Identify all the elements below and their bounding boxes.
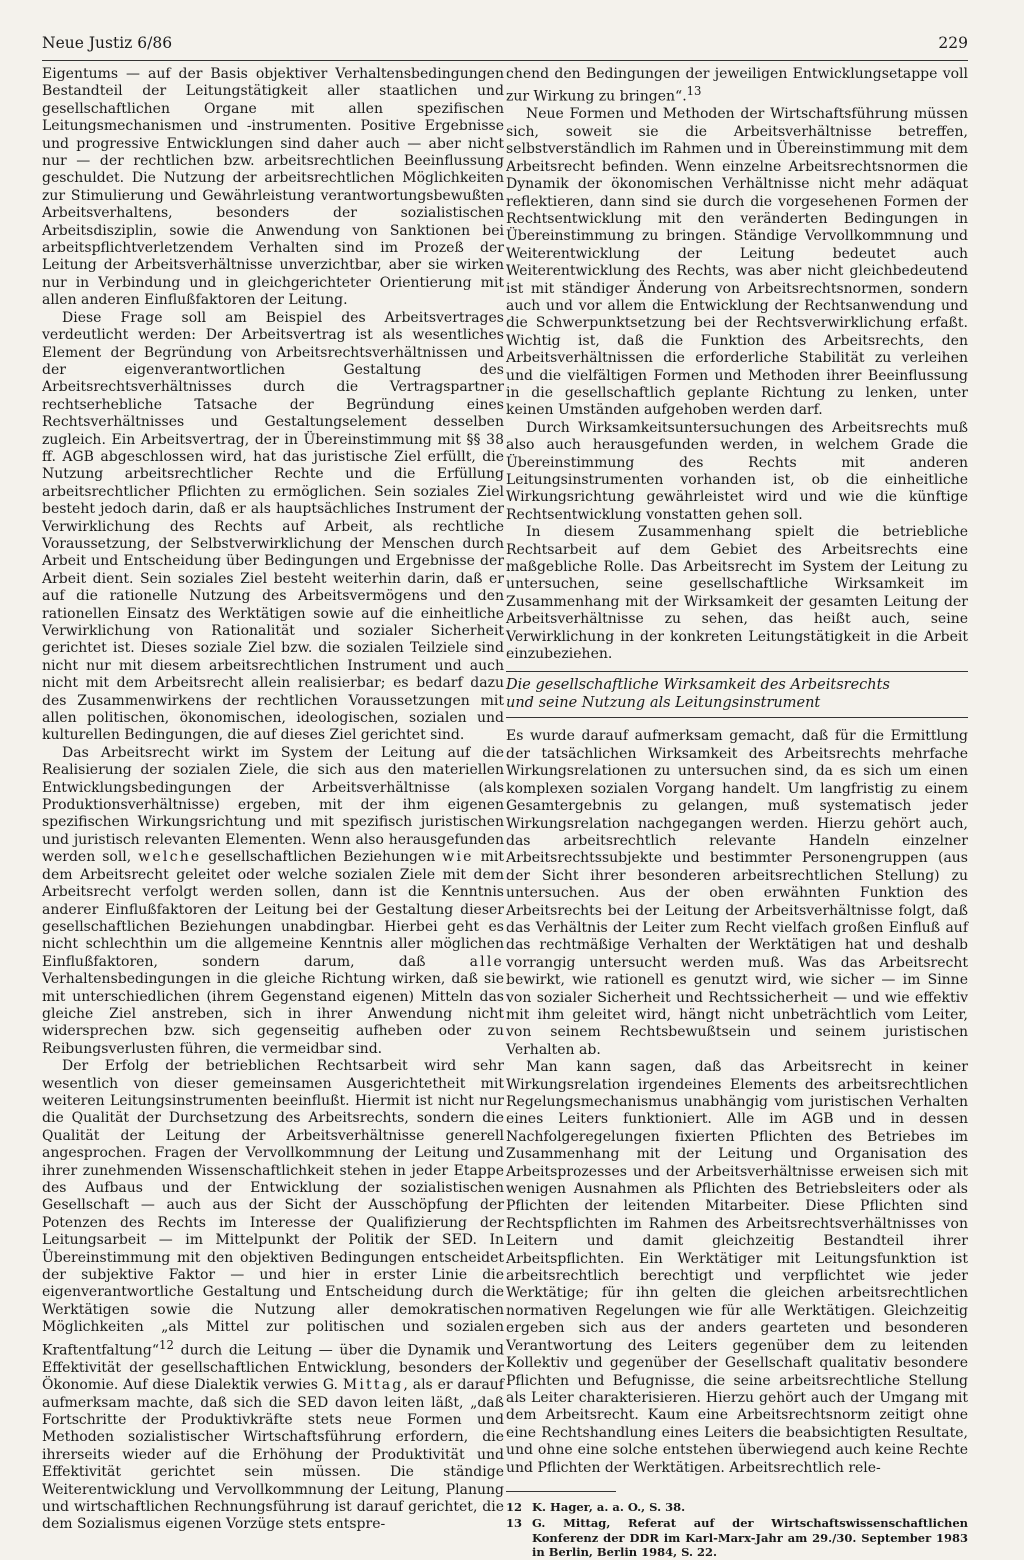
paragraph	[42, 745, 504, 1058]
text-run: durch die Leitung — über die Dynamik und Effektivität der gesellschaftlichen Entwicklung, besonders der Ökonomie. Auf diese Dialektik verwies G.	[42, 1342, 505, 1394]
text-run: chend den Bedingungen der jeweiligen Entwicklungsetappe voll zur Wirkung zu bringen“.	[506, 66, 968, 106]
paragraph: In diesem Zusammenhang spielt die betriebliche Rechtsarbeit auf dem Gebiet des Arbeitsrechts eine maßgebliche Rolle. Das Arbeitsrecht im System der Leitung zu untersuchen, seine gesellschaftliche Wirksamkeit im Zusammenhang mit der Wirksamkeit der gesamten Leitung der Arbeitsverhältnisse zu sehen, das heißt auch, seine Verwirklichung in der konkreten Leitungstätigkeit in die Arbeit einzubeziehen.	[506, 524, 968, 663]
journal-title: Neue Justiz 6/86	[42, 34, 173, 52]
footnote-number: 12	[506, 1499, 523, 1514]
paragraph	[506, 66, 968, 106]
left-column	[42, 66, 505, 1533]
paragraph	[42, 1058, 504, 1534]
text-run: mit dem Arbeitsrecht geleitet oder welche sozialen Ziele mit dem Arbeitsrecht verfolgt werden sollen, dann ist die Kenntnis anderer Einflußfaktoren der Leitung bei der Gestaltung dieser gesellschaftlichen Beziehungen unabdingbar. Hierbei geht es nicht schlechthin um die allgemeine Kenntnis aller möglichen Einflußfaktoren, sondern darum, daß	[42, 849, 505, 970]
paragraph: Neue Formen und Methoden der Wirtschaftsführung müssen sich, soweit sie die Arbeitsverhältnisse betreffen, selbstverständlich im Rahmen und in Übereinstimmung mit dem Arbeitsrecht befinden. Wenn einzelne Arbeitsrechtsnormen die Dynamik der ökonomischen Verhältnisse nicht mehr adäquat reflektieren, dann sind sie durch die vorgesehenen Formen der Rechtsentwicklung mit den veränderten Bedingungen in Übereinstimmung zu bringen. Ständige Vervollkommnung und Weiterentwicklung der Leitung bedeutet auch Weiterentwicklung des Rechts, was aber nicht gleichbedeutend ist mit ständiger Änderung von Arbeitsrechtsnormen, sondern auch und vor allem die Entwicklung der Rechtsanwendung und die Schwerpunktsetzung bei der Rechtsverwirklichung erfaßt. Wichtig ist, daß die Funktion des Arbeitsrechts, den Arbeitsverhältnissen die erforderliche Stabilität zu verleihen und die vielfältigen Formen und Methoden ihrer Beeinflussung in die gesellschaftlich geplante Richtung zu lenken, unter keinen Umständen aufgehoben werden darf.	[506, 106, 968, 419]
text-run: gesellschaftlichen Beziehungen	[208, 849, 436, 866]
footnote-text: G. Mittag, Referat auf der Wirtschaftswissenschaftlichen Konferenz der DDR im Karl-Marx-Jahr am 29./30. September 1983 in Berlin, Berlin 1984, S. 22.	[532, 1516, 968, 1560]
footnote	[506, 1500, 968, 1515]
footnote-text: K. Hager, a. a. O., S. 38.	[532, 1499, 686, 1514]
footnote	[506, 1516, 968, 1560]
footnote-number: 13	[506, 1516, 523, 1531]
running-header	[42, 34, 968, 56]
emphasis-spaced: wie	[442, 849, 474, 866]
paragraph: Durch Wirksamkeitsuntersuchungen des Arbeitsrechts muß also auch herausgefunden werden, in welchem Grade die Übereinstimmung des Rechts mit anderen Leitungsinstrumenten vorhanden ist, ob die einheitliche Wirkungsrichtung gewährleistet wird und wie die künftige Rechtsentwicklung vonstatten gehen soll.	[506, 419, 968, 523]
emphasis-spaced: alle	[469, 953, 504, 970]
text-run: Das Arbeitsrecht wirkt im System der Leitung auf die Realisierung der sozialen Ziele, die sich aus den materiellen Entwicklungsbedingungen der Arbeitsverhältnisse (als Produktionsverhältnisse) ergeben, mit der ihm eigenen spezifischen Wirkungsrichtung und mit spezifisch juristischen und juristisch relevanten Elementen. Wenn also herausgefunden werden soll,	[42, 744, 504, 866]
page-number: 229	[938, 34, 968, 52]
footnote-rule	[506, 1491, 616, 1492]
emphasis-spaced: welche	[138, 849, 202, 866]
text-run: , als er darauf aufmerksam machte, daß sich die SED davon leiten läßt, „daß Fortschritte der Produktivkräfte stets neue Formen und Methoden sozialistischer Wirtschaftsführung erfordern, die ihrerseits wieder auf die Erhöhung der Produktivität und Effektivität gerichtet sein müssen. Die ständige Weiterentwicklung und Vervollkommnung der Leitung, Planung und wirtschaftlichen Rechnungsführung ist darauf gerichtet, die dem Sozialismus eigenen Vorzüge stets entspre-	[42, 1377, 504, 1533]
paragraph: Es wurde darauf aufmerksam gemacht, daß für die Ermittlung der tatsächlichen Wirksamkeit des Arbeitsrechts mehrfache Wirkungsrelationen zu untersuchen sind, da es sich um einen komplexen sozialen Vorgang handelt. Um langfristig zu einem Gesamtergebnis zu gelangen, muß systematisch jeder Wirkungsrelation nachgegangen werden. Hierzu gehört auch, das arbeitsrechtlich relevante Handeln einzelner Arbeitsrechtssubjekte und bestimmter Personengruppen (aus der Sicht ihrer besonderen arbeitsrechtlichen Stellung) zu untersuchen. Aus der oben erwähnten Funktion des Arbeitsrechts bei der Leitung der Arbeitsverhältnisse folgt, daß das Verhältnis der Leiter zum Recht vielfach großen Einfluß auf das rechtmäßige Verhalten der Werktätigen hat und deshalb vorrangig untersucht werden muß. Was das Arbeitsrecht bewirkt, wie rationell es genutzt wird, wie sicher — im Sinne von sozialer Sicherheit und Rechtssicherheit — und wie effektiv mit ihm geleitet wird, hängt nicht unbeträchtlich vom Leiter, von seinem Rechtsbewußtsein und seinem juristischen Verhalten ab.	[506, 728, 968, 1058]
text-run: Verhaltensbedingungen in die gleiche Richtung wirken, daß sie mit unterschiedlichen (ihrem Gegenstand eigenen) Mitteln das gleiche Ziel anstreben, sich in ihrer Anwendung nicht widersprechen bzw. sich gegenseitig aufheben oder zu Reibungsverlusten führen, die vermeidbar sind.	[42, 971, 504, 1057]
footnote-ref[interactable]: 12	[159, 1337, 174, 1352]
emphasis-spaced: Mittag	[342, 1377, 404, 1394]
paragraph: Diese Frage soll am Beispiel des Arbeitsvertrages verdeutlicht werden: Der Arbeitsvertrag ist als wesentliches Element der Begründung von Arbeitsrechtsverhältnissen und der eigenverantwortlichen Gestaltung des Arbeitsrechtsverhältnisses durch die Vertragspartner rechtserhebliche Tatsache der Begründung eines Rechtsverhältnisses und Gestaltungselement desselben zugleich. Ein Arbeitsvertrag, der in Übereinstimmung mit §§ 38 ff. AGB abgeschlossen wird, hat das juristische Ziel erfüllt, die Nutzung arbeitsrechtlicher Rechte und die Erfüllung arbeitsrechtlicher Pflichten zu ermöglichen. Sein soziales Ziel besteht jedoch darin, daß er als hauptsächliches Instrument der Verwirklichung des Rechts auf Arbeit, als rechtliche Voraussetzung, der Selbstverwirklichung der Menschen durch Arbeit und Entscheidung über Bedingungen und Ergebnisse der Arbeit dient. Sein soziales Ziel besteht weiterhin darin, daß er auf die rationelle Nutzung des Arbeitsvermögens und den rationellen Einsatz des Werktätigen sowie auf die einheitliche Verwirklichung von Rationalität und sozialer Sicherheit gerichtet ist. Dieses soziale Ziel bzw. die sozialen Teilziele sind nicht nur mit diesem arbeitsrechtlichen Instrument und auch nicht mit dem Arbeitsrecht allein realisierbar; es bedarf dazu des Zusammenwirkens der rechtlichen Voraussetzungen mit allen politischen, ökonomischen, ideologischen, sozialen und kulturellen Bedingungen, die auf dieses Ziel gerichtet sind.	[42, 309, 504, 744]
section-heading-line: Die gesellschaftliche Wirksamkeit des Arbeitsrechts	[506, 677, 890, 694]
right-column	[506, 66, 968, 1560]
section-heading	[506, 671, 968, 718]
text-run: Der Erfolg der betrieblichen Rechtsarbeit wird sehr wesentlich von dieser gemeinsamen Ausgerichtetheit mit weiteren Leitungsinstrumenten beeinflußt. Hiermit ist nicht nur die Qualität der Durchsetzung des Arbeitsrechts, sondern die Qualität der Leitung der Arbeitsverhältnisse generell angesprochen. Fragen der Vervollkommnung der Leitung und ihrer zunehmenden Wissenschaftlichkeit stehen in jeder Etappe des Aufbaus und der Entwicklung der sozialistischen Gesellschaft — auch aus der Sicht der Ausschöpfung der Potenzen des Rechts im Interesse der Qualifizierung der Leitungsarbeit — im Mittelpunkt der Politik der SED. In Übereinstimmung mit den objektiven Bedingungen entscheidet der subjektive Faktor — und hier in erster Linie die eigenverantwortliche Gestaltung und Entscheidung durch die Werktätigen sowie die Nutzung aller demokratischen Möglichkeiten „als Mittel zur politischen und sozialen Kraftentfaltung“	[42, 1058, 504, 1359]
section-heading-line: und seine Nutzung als Leitungsinstrument	[506, 695, 821, 712]
header-rule	[42, 60, 968, 61]
paragraph: Man kann sagen, daß das Arbeitsrecht in keiner Wirkungsrelation irgendeines Elements des arbeitsrechtlichen Regelungsmechanismus unabhängig vom juristischen Verhalten eines Leiters funktioniert. Alle im AGB und in dessen Nachfolgeregelungen fixierten Pflichten des Betriebes im Zusammenhang mit der Leitung und Organisation des Arbeitsprozesses und der Arbeitsverhältnisse erweisen sich mit wenigen Ausnahmen als Pflichten des Betriebsleiters oder als Pflichten der leitenden Mitarbeiter. Diese Pflichten sind Rechtspflichten im Rahmen des Arbeitsrechtsverhältnisses von Leitern und damit gleichzeitig Bestandteil ihrer Arbeitspflichten. Ein Werktätiger mit Leitungsfunktion ist arbeitsrechtlich berechtigt und verpflichtet wie jeder Werktätige; für ihn gelten die gleichen arbeitsrechtlichen normativen Regelungen wie für alle Werktätigen. Gleichzeitig ergeben sich aus der anders gearteten und besonderen Verantwortung des Leiters gegenüber dem zu leitenden Kollektiv und gegenüber der Gesellschaft qualitativ besondere Pflichten und Befugnisse, die seine arbeitsrechtliche Stellung als Leiter charakterisieren. Hierzu gehört auch der Umgang mit dem Arbeitsrecht. Kaum eine Arbeitsrechtsnorm zeitigt ohne eine Rechtshandlung eines Leiters die beabsichtigten Resultate, und ohne eine solche entstehen überwiegend auch keine Rechte und Pflichten der Werktätigen. Arbeitsrechtlich rele-	[506, 1059, 968, 1476]
paragraph: Eigentums — auf der Basis objektiver Verhaltensbedingungen Bestandteil der Leitungstätigkeit aller staatlichen und gesellschaftlichen Organe mit allen spezifischen Leitungsmechanismen und -instrumenten. Positive Ergebnisse und progressive Entwicklungen sind daher auch — aber nicht nur — der rechtlichen bzw. arbeitsrechtlichen Beeinflussung geschuldet. Die Nutzung der arbeitsrechtlichen Möglichkeiten zur Stimulierung und Gewährleistung verantwortungsbewußten Arbeitsverhaltens, besonders der sozialistischen Arbeitsdisziplin, sowie die Anwendung von Sanktionen bei arbeitspflichtverletzendem Verhalten sind im Prozeß der Leitung der Arbeitsverhältnisse unverzichtbar, aber sie wirken nur in Verbindung und in gleichgerichteter Orientierung mit allen anderen Einflußfaktoren der Leitung.	[42, 66, 504, 309]
footnote-ref[interactable]: 13	[686, 84, 702, 99]
